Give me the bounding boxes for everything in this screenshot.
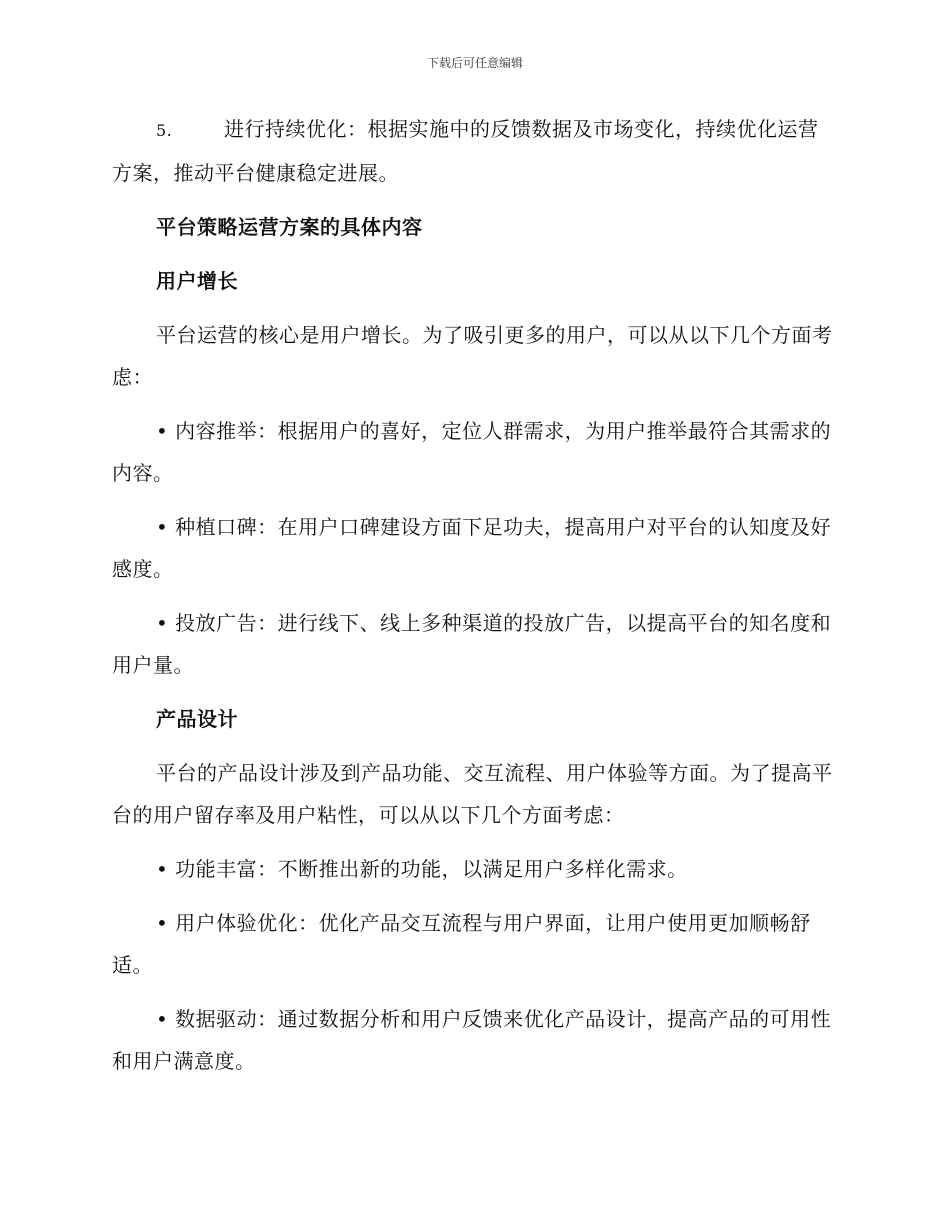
bullet-data-driven: • 数据驱动：通过数据分析和用户反馈来优化产品设计，提高产品的可用性和用户满意度。 [112,1007,832,1073]
paragraph-user-growth-intro: 平台运营的核心是用户增长。为了吸引更多的用户，可以从以下几个方面考虑： [112,323,833,389]
section-heading-main: 平台策略运营方案的具体内容 [156,215,423,239]
page-header: 下载后可任意编辑 [426,56,523,70]
paragraph-product-design-intro: 平台的产品设计涉及到产品功能、交互流程、用户体验等方面。为了提高平台的用户留存率及用户粘性，可以从以下几个方面考虑： [112,761,833,827]
numbered-item-5 [112,108,838,194]
bullet-advertising: • 投放广告：进行线下、线上多种渠道的投放广告，以提高平台的知名度和用户量。 [112,611,832,677]
bullet-content-recommendation: • 内容推举：根据用户的喜好，定位人群需求，为用户推举最符合其需求的内容。 [112,419,832,485]
subheading-product-design: 产品设计 [156,707,238,731]
item-text: 进行持续优化：根据实施中的反馈数据及市场变化，持续优化运营方案，推动平台健康稳定进展。 [112,117,819,185]
bullet-ux-optimization: • 用户体验优化：优化产品交互流程与用户界面，让用户使用更加顺畅舒适。 [112,911,811,977]
bullet-rich-features: • 功能丰富：不断推出新的功能，以满足用户多样化需求。 [156,857,688,881]
document-body [112,108,838,1094]
subheading-user-growth: 用户增长 [156,269,238,293]
item-number: 5. [156,121,173,140]
bullet-word-of-mouth: • 种植口碑：在用户口碑建设方面下足功夫，提高用户对平台的认知度及好感度。 [112,515,832,581]
